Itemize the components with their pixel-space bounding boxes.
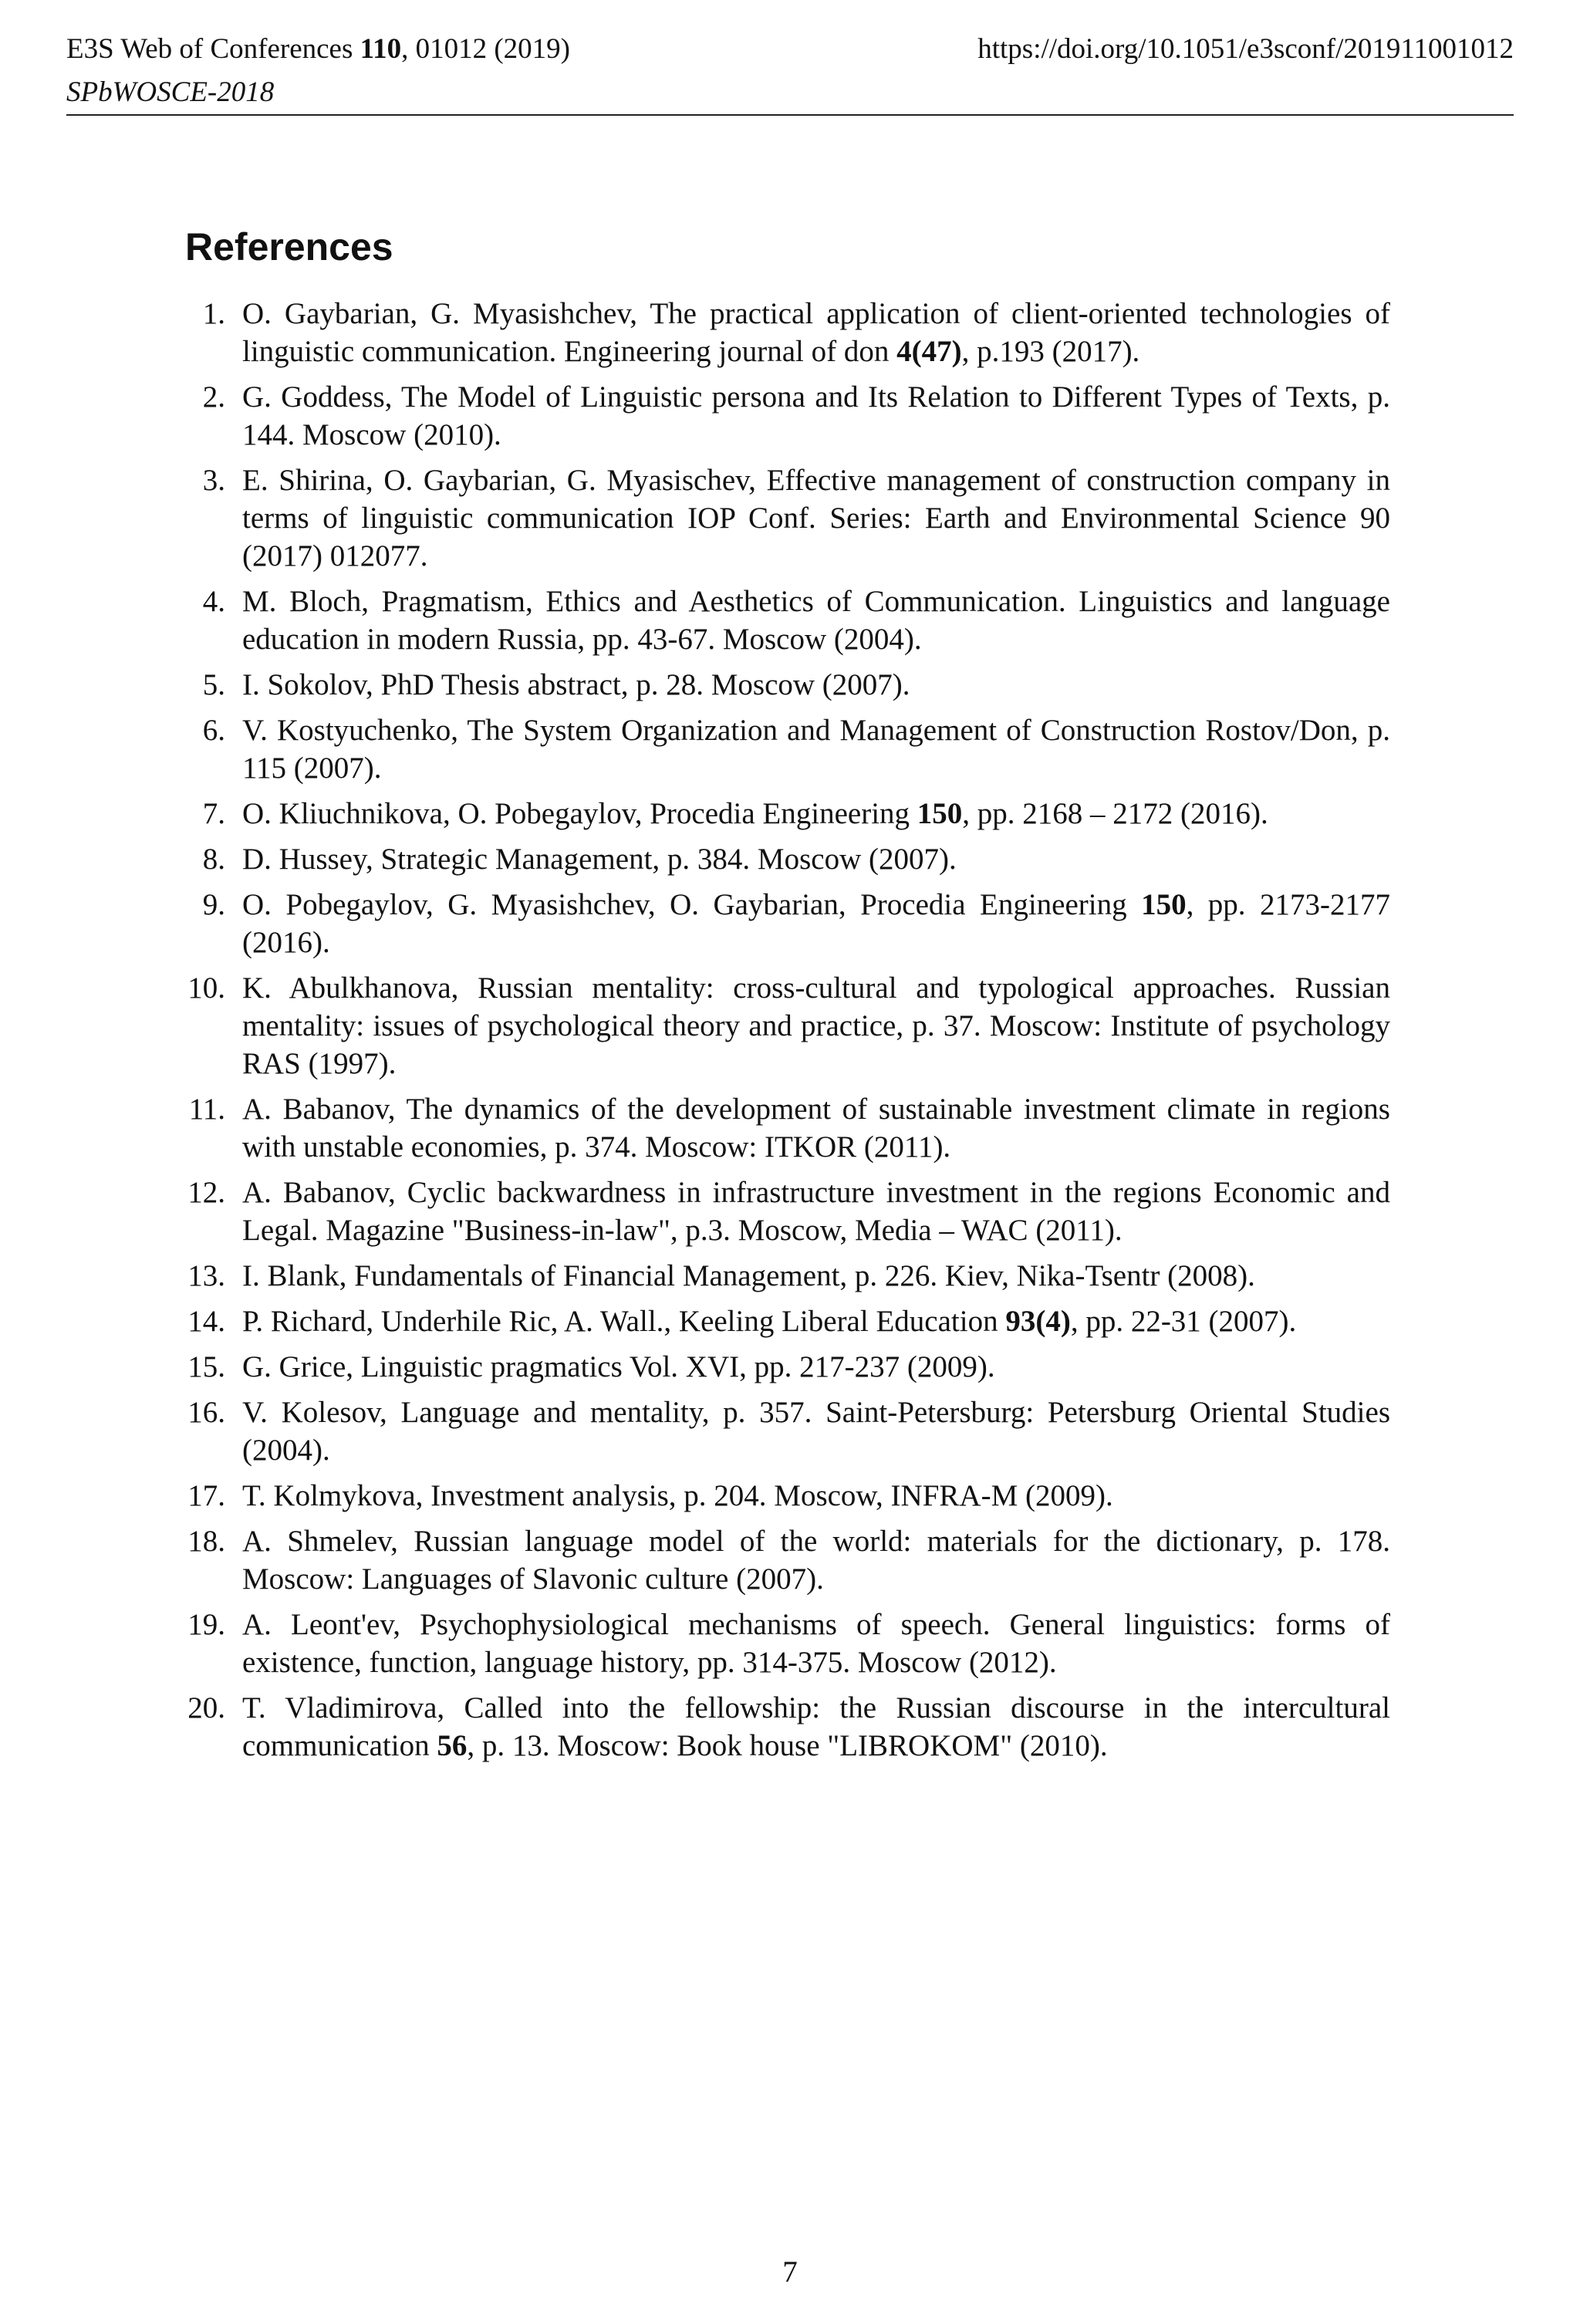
reference-item <box>177 1302 1390 1340</box>
reference-text: V. Kolesov, Language and mentality, p. 357. Saint-Petersburg: Petersburg Oriental Studies (2004). <box>242 1396 1390 1467</box>
reference-number: 20. <box>187 1691 225 1724</box>
reference-item <box>177 795 1390 833</box>
reference-text: O. Gaybarian, G. Myasishchev, The practical application of client-oriented technologies of linguistic communication. Engineering journal of don <box>242 297 1390 368</box>
journal-volume: 110 <box>360 33 402 65</box>
reference-text: G. Grice, Linguistic pragmatics Vol. XVI, pp. 217-237 (2009). <box>242 1350 995 1383</box>
journal-name: E3S Web of Conferences <box>66 33 353 65</box>
reference-volume: 150 <box>1141 888 1187 921</box>
reference-volume: 56 <box>437 1729 468 1762</box>
reference-text: E. Shirina, O. Gaybarian, G. Myasischev, Effective management of construction company in terms of linguistic communication IOP Conf. Series: Earth and Environmental Science 90 (2017) 012077. <box>242 464 1390 573</box>
reference-item <box>177 295 1390 370</box>
reference-number: 2. <box>202 380 225 414</box>
reference-item <box>177 969 1390 1083</box>
reference-text: T. Vladimirova, Called into the fellowship: the Russian discourse in the intercultural communication <box>242 1691 1390 1762</box>
reference-text: M. Bloch, Pragmatism, Ethics and Aesthetics of Communication. Linguistics and language education in modern Russia, pp. 43-67. Moscow (2004). <box>242 585 1390 656</box>
reference-text: O. Kliuchnikova, O. Pobegaylov, Procedia Engineering <box>242 797 917 830</box>
reference-number: 5. <box>202 668 225 701</box>
reference-volume: 150 <box>917 797 963 830</box>
reference-text: A. Shmelev, Russian language model of the world: materials for the dictionary, p. 178. Moscow: Languages of Slavonic culture (2007). <box>242 1525 1390 1596</box>
reference-item <box>177 1522 1390 1598</box>
header-divider <box>66 114 1514 116</box>
reference-number: 10. <box>187 971 225 1005</box>
reference-item <box>177 1257 1390 1295</box>
reference-item <box>177 1393 1390 1469</box>
reference-text: O. Pobegaylov, G. Myasishchev, O. Gaybarian, Procedia Engineering <box>242 888 1142 921</box>
section-title: References <box>185 225 393 269</box>
reference-text-tail: , pp. 22-31 (2007). <box>1070 1305 1297 1338</box>
reference-number: 9. <box>202 888 225 921</box>
reference-text: G. Goddess, The Model of Linguistic persona and Its Relation to Different Types of Texts, p. 144. Moscow (2010). <box>242 380 1390 451</box>
reference-item <box>177 1090 1390 1166</box>
reference-item <box>177 840 1390 878</box>
reference-text-tail: , pp. 2173-2177 (2016). <box>242 888 1390 959</box>
reference-number: 19. <box>187 1608 225 1641</box>
reference-item <box>177 886 1390 961</box>
reference-text: I. Blank, Fundamentals of Financial Management, p. 226. Kiev, Nika-Tsentr (2008). <box>242 1259 1255 1292</box>
doi-link[interactable]: https://doi.org/10.1051/e3sconf/201911001012 <box>977 33 1514 65</box>
running-header <box>66 28 1514 117</box>
reference-number: 6. <box>202 714 225 747</box>
reference-list <box>177 295 1390 1772</box>
reference-item <box>177 1174 1390 1249</box>
reference-text: V. Kostyuchenko, The System Organization and Management of Construction Rostov/Don, p. 115 (2007). <box>242 714 1390 785</box>
reference-number: 16. <box>187 1396 225 1429</box>
reference-volume: 93(4) <box>1005 1305 1071 1338</box>
reference-number: 8. <box>202 843 225 876</box>
reference-number: 3. <box>202 464 225 497</box>
reference-number: 17. <box>187 1479 225 1512</box>
reference-number: 4. <box>202 585 225 618</box>
reference-text-tail: , p.193 (2017). <box>961 335 1140 368</box>
reference-text: A. Leont'ev, Psychophysiological mechanisms of speech. General linguistics: forms of existence, function, language history, pp. 314-375. Moscow (2012). <box>242 1608 1390 1679</box>
reference-item <box>177 1477 1390 1515</box>
page-number: 7 <box>782 2255 798 2289</box>
reference-number: 18. <box>187 1525 225 1558</box>
reference-item <box>177 1348 1390 1386</box>
reference-number: 13. <box>187 1259 225 1292</box>
reference-item <box>177 583 1390 658</box>
journal-citation <box>66 28 570 71</box>
reference-number: 15. <box>187 1350 225 1383</box>
reference-text: A. Babanov, Cyclic backwardness in infrastructure investment in the regions Economic and Legal. Magazine "Business-in-law", p.3. Moscow, Media – WAC (2011). <box>242 1176 1390 1247</box>
reference-text: D. Hussey, Strategic Management, p. 384. Moscow (2007). <box>242 843 957 876</box>
reference-number: 14. <box>187 1305 225 1338</box>
reference-text: K. Abulkhanova, Russian mentality: cross-cultural and typological approaches. Russian mentality: issues of psychological theory and practice, p. 37. Moscow: Institute of psychology RAS (1997). <box>242 971 1390 1080</box>
reference-item <box>177 1606 1390 1681</box>
reference-text: P. Richard, Underhile Ric, A. Wall., Keeling Liberal Education <box>242 1305 1006 1338</box>
reference-item <box>177 666 1390 704</box>
reference-item <box>177 1689 1390 1765</box>
reference-text-tail: , p. 13. Moscow: Book house "LIBROKOM" (2010). <box>467 1729 1108 1762</box>
reference-volume: 4(47) <box>896 335 962 368</box>
reference-number: 1. <box>202 297 225 330</box>
reference-text: T. Kolmykova, Investment analysis, p. 204. Moscow, INFRA-M (2009). <box>242 1479 1113 1512</box>
reference-text-tail: , pp. 2168 – 2172 (2016). <box>962 797 1268 830</box>
reference-number: 11. <box>188 1093 225 1126</box>
conference-name: SPbWOSCE-2018 <box>66 76 275 108</box>
reference-item <box>177 378 1390 454</box>
reference-item <box>177 711 1390 787</box>
reference-number: 12. <box>187 1176 225 1209</box>
reference-text: I. Sokolov, PhD Thesis abstract, p. 28. Moscow (2007). <box>242 668 910 701</box>
reference-number: 7. <box>202 797 225 830</box>
reference-item <box>177 461 1390 575</box>
reference-text: A. Babanov, The dynamics of the development of sustainable investment climate in regions with unstable economies, p. 374. Moscow: ITKOR (2011). <box>242 1093 1390 1164</box>
article-number: , 01012 (2019) <box>401 33 570 65</box>
